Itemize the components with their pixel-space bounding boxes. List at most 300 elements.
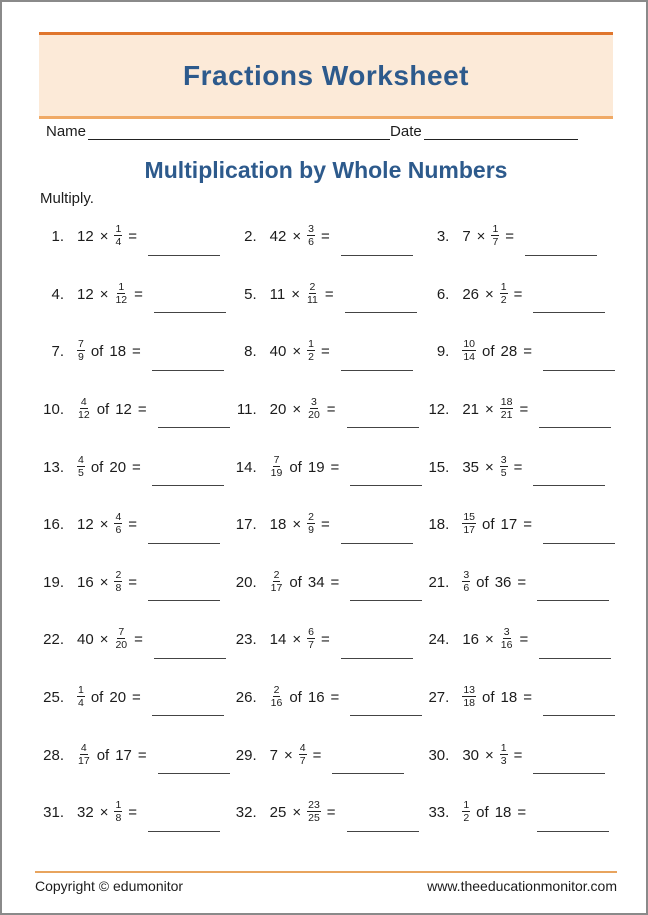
fraction-denominator: 2 <box>308 351 314 364</box>
answer-blank <box>148 600 220 601</box>
equals-sign: = <box>128 516 138 534</box>
of-operator: of <box>90 689 104 707</box>
times-operator: × <box>99 804 109 822</box>
equals-sign: = <box>134 631 143 649</box>
times-operator: × <box>292 228 302 246</box>
problem-number: 5. <box>244 285 257 303</box>
fraction <box>500 396 514 421</box>
equals-sign: = <box>128 804 138 822</box>
equals-sign: = <box>517 804 527 822</box>
problem-item <box>423 724 616 782</box>
fraction-numerator: 4 <box>299 741 306 754</box>
fraction <box>270 454 284 479</box>
fraction <box>491 223 499 248</box>
answer-blank <box>152 715 224 716</box>
fraction-numerator: 1 <box>463 799 470 812</box>
fraction-denominator: 6 <box>308 236 314 249</box>
fraction <box>114 626 128 651</box>
fraction <box>77 454 85 479</box>
whole-number: 12 <box>77 285 94 303</box>
answer-blank <box>533 485 605 486</box>
fraction-denominator: 11 <box>307 293 318 306</box>
problem-item <box>38 379 231 437</box>
whole-number: 42 <box>269 228 287 246</box>
equals-sign: = <box>519 631 529 649</box>
fraction-numerator: 2 <box>308 511 314 524</box>
of-operator: of <box>96 746 110 764</box>
times-operator: × <box>485 285 494 303</box>
times-operator: × <box>291 285 300 303</box>
equals-sign: = <box>330 458 340 476</box>
times-operator: × <box>292 343 302 361</box>
problem-item <box>38 724 231 782</box>
name-label: Name <box>46 123 87 140</box>
problem-number: 28. <box>43 746 64 764</box>
name-date-row <box>46 122 578 140</box>
fraction-denominator: 5 <box>78 466 84 479</box>
answer-blank <box>148 255 220 256</box>
problem-number: 20. <box>235 573 257 591</box>
equals-sign: = <box>330 573 340 591</box>
times-operator: × <box>292 804 302 822</box>
problem-item <box>38 552 231 610</box>
fraction-numerator: 1 <box>500 280 507 293</box>
equals-sign: = <box>513 746 523 764</box>
whole-number: 19 <box>307 458 325 476</box>
fraction-numerator: 3 <box>503 626 510 639</box>
fraction-denominator: 12 <box>115 293 128 306</box>
fraction <box>77 338 85 363</box>
fraction-numerator: 4 <box>80 396 87 409</box>
worksheet-title: Fractions Worksheet <box>183 59 469 91</box>
times-operator: × <box>99 573 109 591</box>
whole-number: 35 <box>462 458 480 476</box>
problem-number: 1. <box>51 228 64 246</box>
problem-number: 16. <box>43 516 64 534</box>
answer-blank <box>543 543 615 544</box>
problem-number: 10. <box>43 401 64 419</box>
fraction <box>462 684 476 709</box>
equals-sign: = <box>513 458 523 476</box>
times-operator: × <box>292 401 302 419</box>
fraction-numerator: 1 <box>492 223 499 236</box>
equals-sign: = <box>132 458 141 476</box>
whole-number: 16 <box>462 631 480 649</box>
problem-number: 14. <box>235 458 257 476</box>
whole-number: 7 <box>462 228 471 246</box>
times-operator: × <box>99 285 109 303</box>
problem-item <box>423 379 616 437</box>
problem-item <box>231 552 424 610</box>
problem-number: 22. <box>43 631 64 649</box>
whole-number: 12 <box>77 516 94 534</box>
fraction-numerator: 1 <box>115 799 122 812</box>
fraction <box>462 511 476 536</box>
whole-number: 25 <box>269 804 287 822</box>
answer-blank <box>350 485 422 486</box>
of-operator: of <box>482 343 495 361</box>
fraction-numerator: 1 <box>308 338 314 351</box>
problem-item <box>423 494 616 552</box>
fraction-denominator: 17 <box>78 754 90 767</box>
fraction <box>114 511 122 536</box>
fraction-numerator: 10 <box>463 338 476 351</box>
fraction <box>307 799 321 824</box>
equals-sign: = <box>326 804 336 822</box>
answer-blank <box>350 600 422 601</box>
answer-blank <box>345 312 417 313</box>
whole-number: 32 <box>77 804 94 822</box>
fraction-denominator: 4 <box>115 236 122 249</box>
fraction-numerator: 1 <box>115 223 122 236</box>
equals-sign: = <box>320 516 330 534</box>
fraction-denominator: 18 <box>463 697 476 710</box>
times-operator: × <box>99 516 109 534</box>
fraction-numerator: 2 <box>273 568 280 581</box>
fraction-denominator: 21 <box>500 409 513 422</box>
problems-grid <box>38 206 616 840</box>
fraction <box>500 626 514 651</box>
equals-sign: = <box>330 689 340 707</box>
whole-number: 16 <box>77 573 94 591</box>
equals-sign: = <box>134 285 143 303</box>
fraction-denominator: 25 <box>308 812 320 825</box>
fraction <box>114 569 122 594</box>
answer-blank <box>152 485 224 486</box>
whole-number: 17 <box>115 746 132 764</box>
problem-number: 27. <box>428 689 450 707</box>
problem-item <box>38 667 231 725</box>
problem-item <box>423 436 616 494</box>
problem-number: 33. <box>428 804 450 822</box>
answer-blank <box>148 543 220 544</box>
fraction-numerator: 4 <box>78 453 84 466</box>
fraction <box>462 338 476 363</box>
fraction-denominator: 14 <box>463 351 476 364</box>
equals-sign: = <box>128 228 138 246</box>
times-operator: × <box>99 228 109 246</box>
equals-sign: = <box>523 343 532 361</box>
equals-sign: = <box>523 516 532 534</box>
answer-blank <box>533 773 605 774</box>
problem-number: 32. <box>235 804 257 822</box>
of-operator: of <box>289 458 302 476</box>
fraction-denominator: 2 <box>500 293 507 306</box>
fraction-denominator: 4 <box>78 697 84 710</box>
fraction <box>77 684 85 709</box>
fraction <box>307 338 315 363</box>
whole-number: 7 <box>269 746 278 764</box>
problem-number: 2. <box>244 228 257 246</box>
equals-sign: = <box>128 573 138 591</box>
website-text: www.theeducationmonitor.com <box>427 878 617 894</box>
fraction-numerator: 1 <box>118 280 125 293</box>
whole-number: 18 <box>494 804 512 822</box>
problem-number: 17. <box>235 516 257 534</box>
fraction-numerator: 15 <box>463 511 476 524</box>
times-operator: × <box>485 631 494 649</box>
of-operator: of <box>482 516 495 534</box>
fraction <box>77 396 91 421</box>
problem-item <box>423 667 616 725</box>
problem-number: 13. <box>43 458 64 476</box>
whole-number: 20 <box>109 458 127 476</box>
whole-number: 11 <box>269 285 286 303</box>
times-operator: × <box>284 746 293 764</box>
of-operator: of <box>482 689 495 707</box>
fraction-numerator: 7 <box>273 453 280 466</box>
problem-item <box>231 724 424 782</box>
of-operator: of <box>289 573 302 591</box>
whole-number: 34 <box>307 573 325 591</box>
equals-sign: = <box>519 401 529 419</box>
fraction-denominator: 9 <box>78 351 84 364</box>
problem-number: 25. <box>43 689 64 707</box>
problem-item <box>231 321 424 379</box>
problem-item <box>423 552 616 610</box>
answer-blank <box>154 658 226 659</box>
problem-number: 21. <box>428 573 450 591</box>
fraction-numerator: 18 <box>500 396 513 409</box>
fraction-denominator: 17 <box>463 524 476 537</box>
fraction <box>307 626 315 651</box>
fraction-denominator: 19 <box>270 466 283 479</box>
answer-blank <box>154 312 226 313</box>
fraction-numerator: 2 <box>273 683 280 696</box>
fraction <box>307 396 321 421</box>
problem-number: 26. <box>235 689 257 707</box>
problem-item <box>38 782 231 840</box>
whole-number: 28 <box>500 343 518 361</box>
fraction-numerator: 7 <box>118 626 125 639</box>
answer-blank <box>537 831 609 832</box>
fraction-denominator: 5 <box>500 466 507 479</box>
whole-number: 26 <box>462 285 480 303</box>
fraction-numerator: 4 <box>80 741 87 754</box>
fraction-denominator: 7 <box>308 639 314 652</box>
equals-sign: = <box>326 401 336 419</box>
fraction-denominator: 8 <box>115 581 122 594</box>
fraction-numerator: 3 <box>311 396 317 409</box>
answer-blank <box>158 773 230 774</box>
fraction-numerator: 2 <box>115 568 122 581</box>
footer-divider <box>35 871 617 873</box>
equals-sign: = <box>312 746 322 764</box>
answer-blank <box>152 370 224 371</box>
of-operator: of <box>96 401 110 419</box>
equals-sign: = <box>513 285 523 303</box>
fraction-numerator: 4 <box>115 511 122 524</box>
whole-number: 12 <box>77 228 94 246</box>
copyright-text: Copyright © edumonitor <box>35 878 184 894</box>
fraction-denominator: 16 <box>270 697 283 710</box>
problem-item <box>423 206 616 264</box>
whole-number: 40 <box>77 631 94 649</box>
fraction <box>500 281 508 306</box>
problem-item <box>231 206 424 264</box>
whole-number: 18 <box>500 689 518 707</box>
problem-item <box>38 206 231 264</box>
fraction-denominator: 6 <box>463 581 470 594</box>
fraction-numerator: 3 <box>500 453 507 466</box>
fraction <box>462 569 470 594</box>
of-operator: of <box>90 343 104 361</box>
problem-number: 7. <box>51 343 64 361</box>
problem-number: 19. <box>43 573 64 591</box>
whole-number: 20 <box>109 689 127 707</box>
problem-item <box>231 494 424 552</box>
fraction-denominator: 7 <box>492 236 499 249</box>
fraction-numerator: 1 <box>78 683 84 696</box>
answer-blank <box>543 370 615 371</box>
problem-item <box>231 264 424 322</box>
fraction <box>114 799 122 824</box>
fraction <box>307 511 315 536</box>
fraction-numerator: 7 <box>78 338 84 351</box>
equals-sign: = <box>132 689 141 707</box>
problem-number: 30. <box>428 746 450 764</box>
equals-sign: = <box>320 343 330 361</box>
answer-blank <box>350 715 422 716</box>
equals-sign: = <box>505 228 515 246</box>
problem-number: 4. <box>51 285 64 303</box>
equals-sign: = <box>320 631 330 649</box>
fraction-numerator: 3 <box>463 568 470 581</box>
equals-sign: = <box>137 746 147 764</box>
fraction <box>270 569 284 594</box>
problem-item <box>38 609 231 667</box>
problem-number: 23. <box>235 631 257 649</box>
problem-number: 6. <box>436 285 450 303</box>
of-operator: of <box>476 804 489 822</box>
answer-blank <box>539 658 611 659</box>
times-operator: × <box>99 631 109 649</box>
fraction-numerator: 1 <box>500 741 507 754</box>
fraction-denominator: 16 <box>500 639 513 652</box>
problem-item <box>231 667 424 725</box>
answer-blank <box>543 715 615 716</box>
problem-item <box>423 321 616 379</box>
times-operator: × <box>476 228 486 246</box>
problem-item <box>38 264 231 322</box>
problem-item <box>38 494 231 552</box>
answer-blank <box>341 255 413 256</box>
whole-number: 36 <box>494 573 512 591</box>
whole-number: 14 <box>269 631 287 649</box>
answer-blank <box>341 370 413 371</box>
problem-item <box>423 609 616 667</box>
date-label: Date <box>390 123 422 140</box>
fraction <box>307 223 315 248</box>
problem-item <box>231 782 424 840</box>
answer-blank <box>347 831 419 832</box>
problem-number: 24. <box>428 631 450 649</box>
fraction-denominator: 17 <box>270 581 283 594</box>
answer-blank <box>341 543 413 544</box>
fraction-denominator: 8 <box>115 812 122 825</box>
fraction <box>500 454 508 479</box>
fraction <box>462 799 470 824</box>
fraction-denominator: 20 <box>308 409 320 422</box>
fraction <box>500 742 508 767</box>
problem-number: 3. <box>436 228 450 246</box>
fraction <box>77 742 91 767</box>
answer-blank <box>347 427 419 428</box>
whole-number: 12 <box>115 401 132 419</box>
fraction-denominator: 3 <box>500 754 507 767</box>
problem-number: 15. <box>428 458 450 476</box>
fraction <box>114 223 122 248</box>
of-operator: of <box>289 689 302 707</box>
answer-blank <box>539 427 611 428</box>
problem-number: 29. <box>235 746 257 764</box>
instruction-text: Multiply. <box>40 190 94 207</box>
problem-number: 12. <box>428 401 450 419</box>
answer-blank <box>525 255 597 256</box>
fraction <box>270 684 284 709</box>
problem-number: 9. <box>436 343 450 361</box>
answer-blank <box>537 600 609 601</box>
equals-sign: = <box>137 401 147 419</box>
answer-blank <box>158 427 230 428</box>
fraction-numerator: 2 <box>309 280 316 293</box>
whole-number: 30 <box>462 746 480 764</box>
of-operator: of <box>476 573 489 591</box>
equals-sign: = <box>324 285 334 303</box>
whole-number: 20 <box>269 401 287 419</box>
of-operator: of <box>90 458 104 476</box>
whole-number: 18 <box>109 343 127 361</box>
fraction <box>306 281 319 306</box>
whole-number: 17 <box>500 516 518 534</box>
problem-item <box>231 436 424 494</box>
answer-blank <box>332 773 404 774</box>
equals-sign: = <box>517 573 527 591</box>
times-operator: × <box>292 631 302 649</box>
problem-item <box>231 379 424 437</box>
fraction-denominator: 12 <box>78 409 90 422</box>
fraction-denominator: 20 <box>115 639 128 652</box>
equals-sign: = <box>523 689 532 707</box>
problem-number: 11. <box>236 401 257 419</box>
fraction-numerator: 23 <box>308 799 320 812</box>
problem-item <box>38 321 231 379</box>
header-banner <box>39 32 613 119</box>
whole-number: 40 <box>269 343 287 361</box>
problem-item <box>231 609 424 667</box>
problem-item <box>423 264 616 322</box>
equals-sign: = <box>320 228 330 246</box>
fraction-numerator: 13 <box>463 683 476 696</box>
answer-blank <box>341 658 413 659</box>
section-title: Multiplication by Whole Numbers <box>144 157 508 183</box>
fraction-denominator: 6 <box>115 524 122 537</box>
whole-number: 21 <box>462 401 480 419</box>
fraction-numerator: 3 <box>308 223 314 236</box>
problem-number: 8. <box>244 343 257 361</box>
whole-number: 18 <box>269 516 287 534</box>
problem-item <box>38 436 231 494</box>
times-operator: × <box>292 516 302 534</box>
times-operator: × <box>485 401 494 419</box>
fraction <box>114 281 128 306</box>
problem-number: 18. <box>428 516 450 534</box>
problem-item <box>423 782 616 840</box>
date-blank-line <box>424 122 578 140</box>
equals-sign: = <box>132 343 141 361</box>
fraction-numerator: 6 <box>308 626 314 639</box>
footer <box>35 878 617 894</box>
